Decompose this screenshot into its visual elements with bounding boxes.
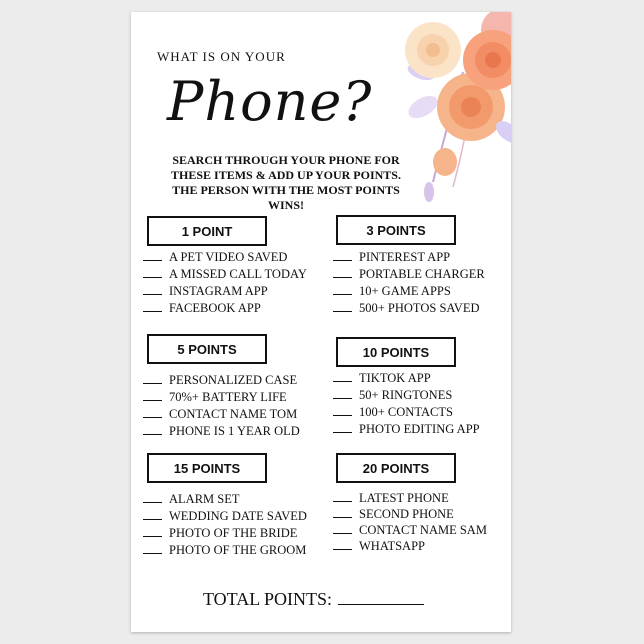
checkbox-line[interactable] <box>143 406 162 418</box>
section-3-points: 3 POINTS <box>336 215 456 245</box>
checkbox-line[interactable] <box>333 249 352 261</box>
checkbox-line[interactable] <box>333 421 352 433</box>
checkbox-line[interactable] <box>333 404 352 416</box>
list-15-points <box>143 491 307 559</box>
section-10-points: 10 POINTS <box>336 337 456 367</box>
section-1-point: 1 POINT <box>147 216 267 246</box>
checkbox-line[interactable] <box>143 266 162 278</box>
list-3-points <box>333 249 485 317</box>
list-item: PHOTO EDITING APP <box>333 421 480 438</box>
checkbox-line[interactable] <box>333 300 352 312</box>
list-item: LATEST PHONE <box>333 490 487 506</box>
list-item: TIKTOK APP <box>333 370 480 387</box>
list-item: FACEBOOK APP <box>143 300 307 317</box>
list-item: PORTABLE CHARGER <box>333 266 485 283</box>
list-10-points <box>333 370 480 438</box>
section-15-points: 15 POINTS <box>147 453 267 483</box>
checkbox-line[interactable] <box>143 491 162 503</box>
total-points <box>203 589 424 610</box>
checkbox-line[interactable] <box>333 266 352 278</box>
checkbox-line[interactable] <box>333 387 352 399</box>
game-card <box>131 12 511 632</box>
checkbox-line[interactable] <box>143 372 162 384</box>
checkbox-line[interactable] <box>143 283 162 295</box>
checkbox-line[interactable] <box>143 249 162 261</box>
checkbox-line[interactable] <box>143 300 162 312</box>
subtitle: WHAT IS ON YOUR <box>157 49 286 64</box>
list-item: PINTEREST APP <box>333 249 485 266</box>
checkbox-line[interactable] <box>333 370 352 382</box>
checkbox-line[interactable] <box>143 508 162 520</box>
total-points-label: TOTAL POINTS: <box>203 589 333 609</box>
list-item: 50+ RINGTONES <box>333 387 480 404</box>
list-item: 100+ CONTACTS <box>333 404 480 421</box>
list-item: PHONE IS 1 YEAR OLD <box>143 423 300 440</box>
list-item: SECOND PHONE <box>333 506 487 522</box>
checkbox-line[interactable] <box>333 283 352 295</box>
list-5-points <box>143 372 300 440</box>
list-20-points <box>333 490 487 554</box>
list-item: INSTAGRAM APP <box>143 283 307 300</box>
checkbox-line[interactable] <box>143 542 162 554</box>
checkbox-line[interactable] <box>333 538 352 550</box>
checkbox-line[interactable] <box>143 389 162 401</box>
list-item: A PET VIDEO SAVED <box>143 249 307 266</box>
section-20-points: 20 POINTS <box>336 453 456 483</box>
list-1-point <box>143 249 307 317</box>
list-item: 10+ GAME APPS <box>333 283 485 300</box>
list-item: CONTACT NAME TOM <box>143 406 300 423</box>
list-item: PHOTO OF THE GROOM <box>143 542 307 559</box>
list-item: ALARM SET <box>143 491 307 508</box>
instructions: SEARCH THROUGH YOUR PHONE FOR THESE ITEMS & ADD UP YOUR POINTS. THE PERSON WITH THE MOST POINTS WINS! <box>171 153 401 212</box>
checkbox-line[interactable] <box>333 522 352 534</box>
list-item: A MISSED CALL TODAY <box>143 266 307 283</box>
checkbox-line[interactable] <box>143 423 162 435</box>
list-item: PERSONALIZED CASE <box>143 372 300 389</box>
list-item: CONTACT NAME SAM <box>333 522 487 538</box>
checkbox-line[interactable] <box>333 506 352 518</box>
section-5-points: 5 POINTS <box>147 334 267 364</box>
list-item: WHATSAPP <box>333 538 487 554</box>
list-item: WEDDING DATE SAVED <box>143 508 307 525</box>
checkbox-line[interactable] <box>333 490 352 502</box>
page-title: Phone? <box>167 70 373 133</box>
total-points-blank[interactable] <box>338 590 424 605</box>
checkbox-line[interactable] <box>143 525 162 537</box>
list-item: 500+ PHOTOS SAVED <box>333 300 485 317</box>
list-item: PHOTO OF THE BRIDE <box>143 525 307 542</box>
list-item: 70%+ BATTERY LIFE <box>143 389 300 406</box>
